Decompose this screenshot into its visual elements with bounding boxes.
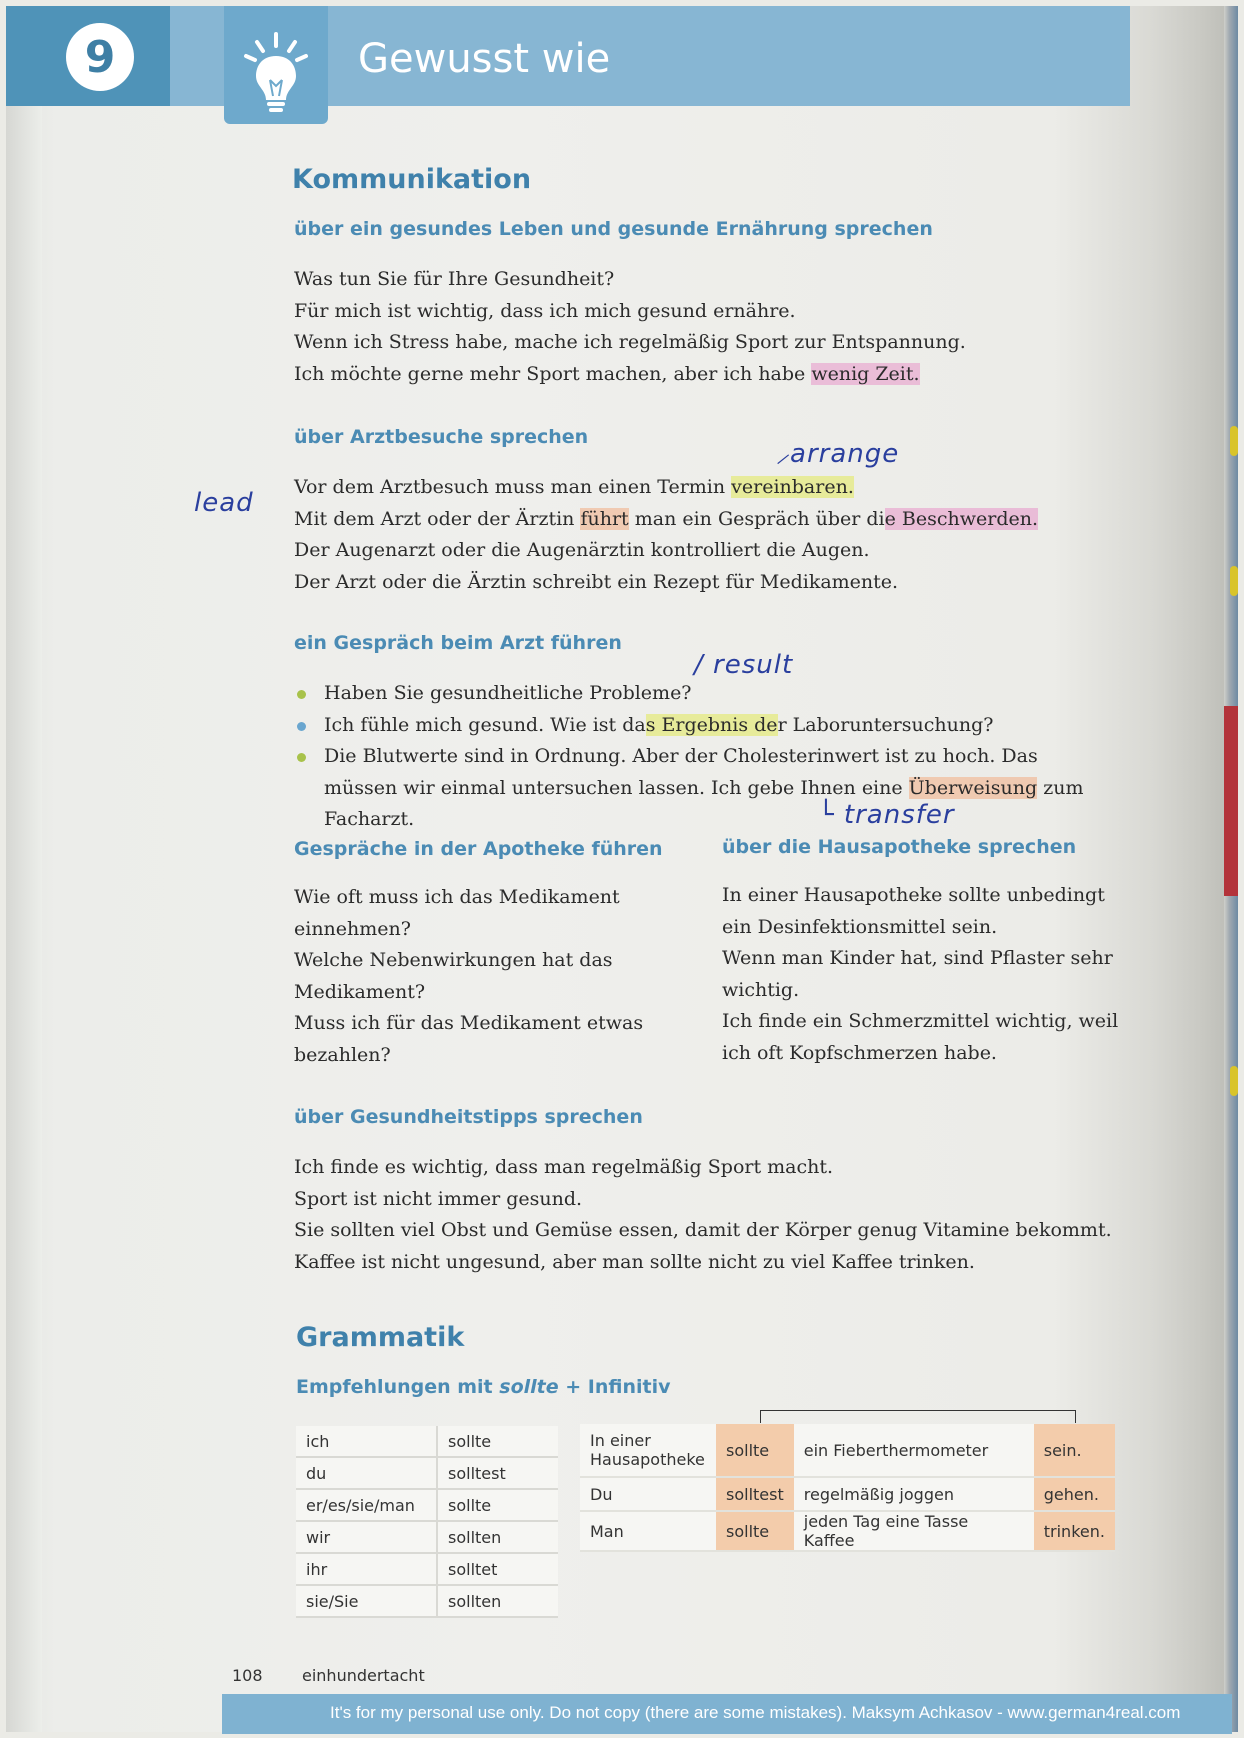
textbook-page xyxy=(6,6,1238,1732)
highlight-orange: führt xyxy=(580,507,629,530)
text-line xyxy=(294,472,1038,504)
table-row xyxy=(296,1457,558,1489)
text-line: Sie sollten viel Obst und Gemüse essen, damit der Körper genug Vitamine bekommt. xyxy=(294,1219,1112,1241)
pronoun-cell: ihr xyxy=(296,1553,437,1585)
text-line: Welche Nebenwirkungen hat das Medikament? xyxy=(294,949,613,1003)
text-segment: man ein Gespräch über di xyxy=(628,507,885,530)
table-row xyxy=(580,1477,1115,1511)
table-row xyxy=(296,1489,558,1521)
pronoun-cell: ich xyxy=(296,1426,437,1457)
text-segment: Empfehlungen mit xyxy=(296,1376,500,1398)
text-line: Kaffee ist nicht ungesund, aber man sollte nicht zu viel Kaffee trinken. xyxy=(294,1250,975,1273)
text-line: Sport ist nicht immer gesund. xyxy=(294,1187,583,1210)
modal-verb-cell: sollte xyxy=(716,1511,794,1551)
handwritten-note-result: / result xyxy=(694,650,794,680)
paragraph-apotheke xyxy=(294,882,644,1071)
text-segment: Die Blutwerte sind in Ordnung. Aber der Cholesterinwert ist zu hoch. Das müssen wir einmal untersuchen lassen. Ich gebe Ihnen eine xyxy=(324,745,1038,799)
text-line: Wenn ich Stress habe, mache ich regelmäßig Sport zur Entspannung. xyxy=(294,331,966,353)
text-segment: zum Facharzt. xyxy=(324,776,1084,830)
table-row xyxy=(296,1521,558,1553)
list-item xyxy=(294,710,1114,742)
pronoun-cell: sie/Sie xyxy=(296,1585,437,1617)
middle-field-cell: ein Fieberthermometer xyxy=(794,1424,1034,1477)
table-row xyxy=(580,1511,1115,1551)
modal-verb-cell: solltest xyxy=(716,1477,794,1511)
text-line: Für mich ist wichtig, dass ich mich gesund ernähre. xyxy=(294,299,796,322)
dialog-list-arzt xyxy=(294,678,1114,836)
subsection-title-gesundheitstipps: über Gesundheitstipps sprechen xyxy=(294,1106,643,1128)
conjugation-table xyxy=(296,1426,558,1618)
subsection-title-gespraech-arzt: ein Gespräch beim Arzt führen xyxy=(294,632,622,654)
section-title-grammatik: Grammatik xyxy=(296,1322,465,1353)
text-line: Wenn man Kinder hat, sind Pflaster sehr wichtig. xyxy=(722,947,1113,1001)
text-line: Muss ich für das Medikament etwas bezahlen? xyxy=(294,1012,644,1066)
table-row xyxy=(296,1426,558,1457)
highlight-orange: Überweisung xyxy=(908,776,1038,799)
paragraph-gesundheitstipps xyxy=(294,1152,1112,1278)
verb-form-cell: solltest xyxy=(437,1457,558,1489)
handwritten-text: arrange xyxy=(790,439,900,469)
middle-field-cell: jeden Tag eine Tasse Kaffee xyxy=(794,1511,1034,1551)
modal-verb-cell: sollte xyxy=(716,1424,794,1477)
subject-cell: Du xyxy=(580,1477,716,1511)
text-line: Was tun Sie für Ihre Gesundheit? xyxy=(294,268,615,290)
highlight-pink: wenig Zeit. xyxy=(811,362,920,385)
watermark-text: It's for my personal use only. Do not copy (there are some mistakes). Maksym Achkasov - www.german4real.com xyxy=(330,1703,1181,1722)
text-segment: Mit dem Arzt oder der Ärztin xyxy=(294,507,581,530)
verb-form-cell: solltet xyxy=(437,1553,558,1585)
subject-cell: In einer Hausapotheke xyxy=(580,1424,716,1477)
text-line: Ich finde ein Schmerzmittel wichtig, weil ich oft Kopfschmerzen habe. xyxy=(722,1010,1119,1064)
verb-form-cell: sollten xyxy=(437,1521,558,1553)
handwritten-note-arrange: ⸝arrange xyxy=(776,439,900,469)
list-item xyxy=(294,678,1114,710)
verb-form-cell: sollte xyxy=(437,1489,558,1521)
table-row xyxy=(296,1585,558,1617)
page-number: 108 xyxy=(232,1666,263,1685)
verb-form-cell: sollten xyxy=(437,1585,558,1617)
subsection-title-apotheke: Gespräche in der Apotheke führen xyxy=(294,838,663,860)
subsection-title-arztbesuche: über Arztbesuche sprechen xyxy=(294,426,589,448)
section-title-kommunikation: Kommunikation xyxy=(292,164,532,195)
middle-field-cell: regelmäßig joggen xyxy=(794,1477,1034,1511)
handwritten-text: transfer xyxy=(843,800,955,830)
table-row xyxy=(580,1424,1115,1477)
paragraph-arztbesuche xyxy=(294,472,1038,598)
handwritten-note-lead: lead xyxy=(194,488,254,518)
page-number-word: einhundertacht xyxy=(302,1666,425,1685)
subsection-title-gesundes-leben: über ein gesundes Leben und gesunde Ernährung sprechen xyxy=(294,218,933,240)
text-line: Der Arzt oder die Ärztin schreibt ein Rezept für Medikamente. xyxy=(294,570,899,593)
grammar-subtitle xyxy=(296,1376,670,1398)
table-row xyxy=(296,1553,558,1585)
infinitive-cell: trinken. xyxy=(1034,1511,1115,1551)
infinitive-cell: sein. xyxy=(1034,1424,1115,1477)
bullet-dot-icon xyxy=(297,722,306,731)
handwritten-text: result xyxy=(713,650,794,680)
text-segment: Vor dem Arztbesuch muss man einen Termin xyxy=(294,476,732,498)
text-segment: r Laboruntersuchung? xyxy=(777,713,994,736)
text-segment: + Infinitiv xyxy=(558,1376,671,1398)
verb-form-cell: sollte xyxy=(437,1426,558,1457)
text-line: Der Augenarzt oder die Augenärztin kontrolliert die Augen. xyxy=(294,539,870,561)
text-segment: Ich möchte gerne mehr Sport machen, aber ich habe xyxy=(294,362,812,385)
sentence-bracket xyxy=(760,1410,1076,1423)
example-sentence-table xyxy=(580,1424,1115,1552)
bullet-dot-icon xyxy=(297,690,306,699)
pronoun-cell: du xyxy=(296,1457,437,1489)
infinitive-cell: gehen. xyxy=(1034,1477,1115,1511)
list-item xyxy=(294,741,1114,836)
text-line xyxy=(294,504,1038,536)
text-segment-italic: sollte xyxy=(499,1376,559,1398)
text-line: Ich finde es wichtig, dass man regelmäßig Sport macht. xyxy=(294,1156,834,1178)
text-line xyxy=(294,359,966,391)
handwritten-note-transfer: └ transfer xyxy=(818,800,955,830)
subject-cell: Man xyxy=(580,1511,716,1551)
pronoun-cell: er/es/sie/man xyxy=(296,1489,437,1521)
highlight-yellow: vereinbaren. xyxy=(731,476,854,498)
chapter-number: 9 xyxy=(66,23,134,91)
text-segment: Ich fühle mich gesund. Wie ist da xyxy=(324,713,646,736)
bullet-dot-icon xyxy=(297,753,306,762)
paragraph-gesundes-leben xyxy=(294,264,966,390)
pronoun-cell: wir xyxy=(296,1521,437,1553)
highlight-pink: e Beschwerden. xyxy=(884,507,1039,530)
paragraph-hausapotheke xyxy=(722,880,1122,1069)
text-line: Wie oft muss ich das Medikament einnehmen? xyxy=(294,886,620,940)
text-line: In einer Hausapotheke sollte unbedingt ein Desinfektionsmittel sein. xyxy=(722,884,1105,938)
highlight-yellow: s Ergebnis de xyxy=(645,713,778,736)
text-segment: Haben Sie gesundheitliche Probleme? xyxy=(324,682,692,704)
subsection-title-hausapotheke: über die Hausapotheke sprechen xyxy=(722,836,1077,858)
chapter-title: Gewusst wie xyxy=(358,36,611,82)
